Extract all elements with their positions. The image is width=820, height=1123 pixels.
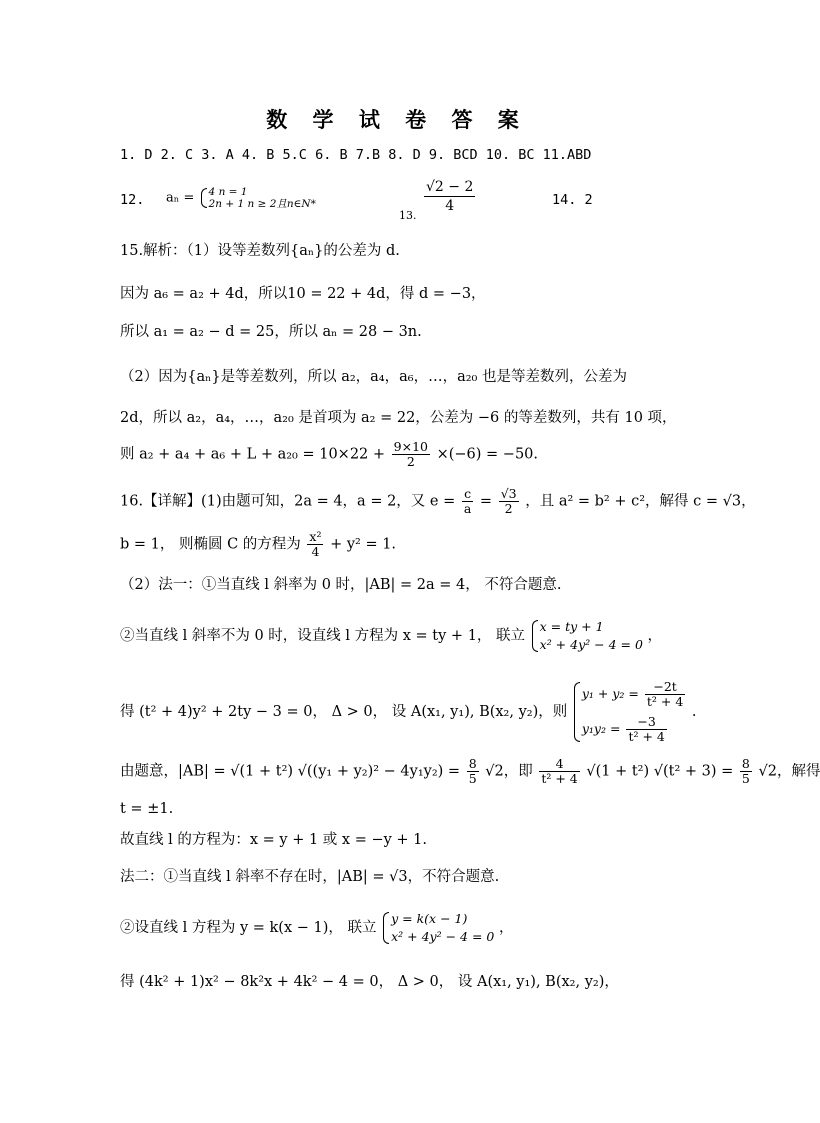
fraction-numerator: −3 (626, 715, 666, 730)
q16-line-1-tail: ，且 a² = b² + c²，解得 c = √3， (525, 493, 756, 510)
vieta-sum-lhs: y₁ + y₂ = (581, 686, 639, 701)
q16-method2-intro: ②设直线 l 方程为 y = k(x − 1)， 联立 (120, 920, 377, 936)
q16-ellipse-equation-tail: + y² = 1. (330, 536, 397, 553)
vieta-sum-fraction (645, 680, 685, 709)
q16-system-1 (530, 618, 643, 654)
q12-case-1: 4 n = 1 (208, 186, 248, 198)
page-title: 数 学 试 卷 答 案 (266, 108, 528, 132)
chord-length-lhs: 由题意，|AB| = √(1 + t²) √((y₁ + y₂)² − 4y₁y₂) = (120, 763, 461, 780)
fraction-4-over-t2-plus-4 (539, 757, 579, 786)
q15-heading: 15.解析：（1）设等差数列{aₙ}的公差为 d. (120, 243, 400, 259)
q15-line-6 (120, 440, 538, 469)
system-row: x² + 4y² − 4 = 0 (539, 637, 643, 652)
q16-ellipse-intro: b = 1， 则椭圆 C 的方程为 (120, 536, 301, 553)
q16-eccentricity-fraction (462, 487, 473, 516)
system-row: y = k(x − 1) (391, 911, 468, 926)
q16-line-10 (120, 910, 514, 946)
system-row: x² + 4y² − 4 = 0 (391, 929, 495, 944)
q12-piecewise (199, 186, 316, 210)
choice-answers-line: 1. D 2. C 3. A 4. B 5.C 6. B 7.B 8. D 9. BCD 10. BC 11.ABD (120, 147, 592, 163)
q12-lhs: aₙ = (166, 190, 195, 206)
q13-fraction (424, 178, 475, 215)
q16-sqrt3-over-2 (499, 487, 519, 516)
q16-line-6 (120, 757, 820, 786)
vieta-product-fraction (626, 715, 666, 744)
fraction-numerator: 4 (539, 757, 579, 772)
q16-intro: 16.【详解】(1)由题可知，2a = 4，a = 2，又 e = (120, 493, 456, 510)
q15-fraction-denominator: 2 (406, 454, 415, 469)
q16-system-2 (381, 910, 494, 946)
punctuation: ， (499, 920, 514, 936)
q13-answer (422, 178, 477, 215)
fraction-denominator: 2 (504, 501, 513, 516)
q16-vieta-system (572, 680, 687, 744)
punctuation: ， (647, 628, 663, 644)
chord-length-tail: √2，解得 (758, 763, 820, 780)
fraction-numerator: √3 (500, 486, 517, 501)
q16-x2-over-4 (307, 530, 323, 559)
q16-line-4 (120, 618, 662, 654)
q15-sum-result: ×(−6) = −50. (436, 446, 539, 463)
q15-fraction-numerator: 9×10 (393, 439, 428, 454)
q13-numerator: √2 − 2 (426, 179, 474, 195)
q13-denominator: 4 (445, 198, 455, 214)
fraction-denominator: t² + 4 (646, 694, 684, 709)
fraction-denominator: a (463, 501, 472, 516)
fraction-numerator: 8 (741, 756, 750, 771)
fraction-denominator: t² + 4 (628, 729, 665, 744)
system-row (582, 715, 687, 744)
fraction-numerator: x² (309, 529, 322, 544)
fraction-numerator: c (462, 487, 473, 502)
fraction-numerator: 8 (468, 756, 477, 771)
q16-quadratic-intro: 得 (t² + 4)y² + 2ty − 3 = 0， Δ > 0， 设 A(x₁, y₁), B(x₂, y₂)，则 (120, 704, 568, 720)
fraction-8-5-second (740, 757, 752, 786)
q12-formula (166, 186, 316, 210)
q16-line-7: t = ±1. (120, 801, 174, 817)
fraction-denominator: 5 (741, 771, 750, 786)
fraction-denominator: 5 (468, 771, 477, 786)
q16-line-9: 法二：①当直线 l 斜率不存在时，|AB| = √3，不符合题意. (120, 869, 500, 885)
q12-case-2: 2n + 1 n ≥ 2且n∈N* (208, 198, 316, 210)
q16-line-1 (120, 487, 756, 516)
q15-line-5: 2d，所以 a₂，a₄，…，a₂₀ 是首项为 a₂ = 22，公差为 −6 的等差数列，共有 10 项， (120, 410, 677, 426)
q16-line-5 (120, 680, 697, 744)
q14-answer: 14. 2 (552, 192, 593, 208)
chord-length-mid: √2，即 (485, 763, 533, 780)
vieta-product-lhs: y₁y₂ = (581, 721, 621, 736)
system-row (582, 680, 687, 709)
fraction-denominator: t² + 4 (541, 771, 578, 786)
system-row: x = ty + 1 (539, 619, 604, 634)
punctuation: . (691, 704, 697, 720)
q15-line-4: （2）因为{aₙ}是等差数列，所以 a₂，a₄，a₆，…，a₂₀ 也是等差数列，公差为 (120, 369, 627, 385)
q15-line-3: 所以 a₁ = a₂ − d = 25，所以 aₙ = 28 − 3n. (120, 324, 422, 340)
q16-line-8: 故直线 l 的方程为：x = y + 1 或 x = −y + 1. (120, 832, 427, 848)
chord-length-expression: √(1 + t²) √(t² + 3) = (586, 763, 734, 780)
q16-line-3: （2）法一：①当直线 l 斜率为 0 时，|AB| = 2a = 4， 不符合题意. (120, 577, 562, 593)
q16-line-2 (120, 530, 396, 559)
equals-sign: = (479, 493, 493, 510)
q12-number: 12. (120, 192, 145, 208)
q13-number: 13. (399, 209, 417, 222)
q15-fraction (392, 440, 430, 469)
q16-line-11: 得 (4k² + 1)x² − 8k²x + 4k² − 4 = 0， Δ > 0， 设 A(x₁, y₁), B(x₂, y₂)， (120, 974, 619, 990)
fraction-numerator: −2t (645, 680, 685, 695)
q16-method1-intro: ②当直线 l 斜率不为 0 时，设直线 l 方程为 x = ty + 1， 联立 (120, 628, 526, 644)
q15-sum-lhs: 则 a₂ + a₄ + a₆ + L + a₂₀ = 10×22 + (120, 446, 386, 463)
fraction-denominator: 4 (311, 544, 320, 559)
q15-line-2: 因为 a₆ = a₂ + 4d，所以10 = 22 + 4d，得 d = −3， (120, 286, 486, 302)
fraction-8-5 (467, 757, 479, 786)
